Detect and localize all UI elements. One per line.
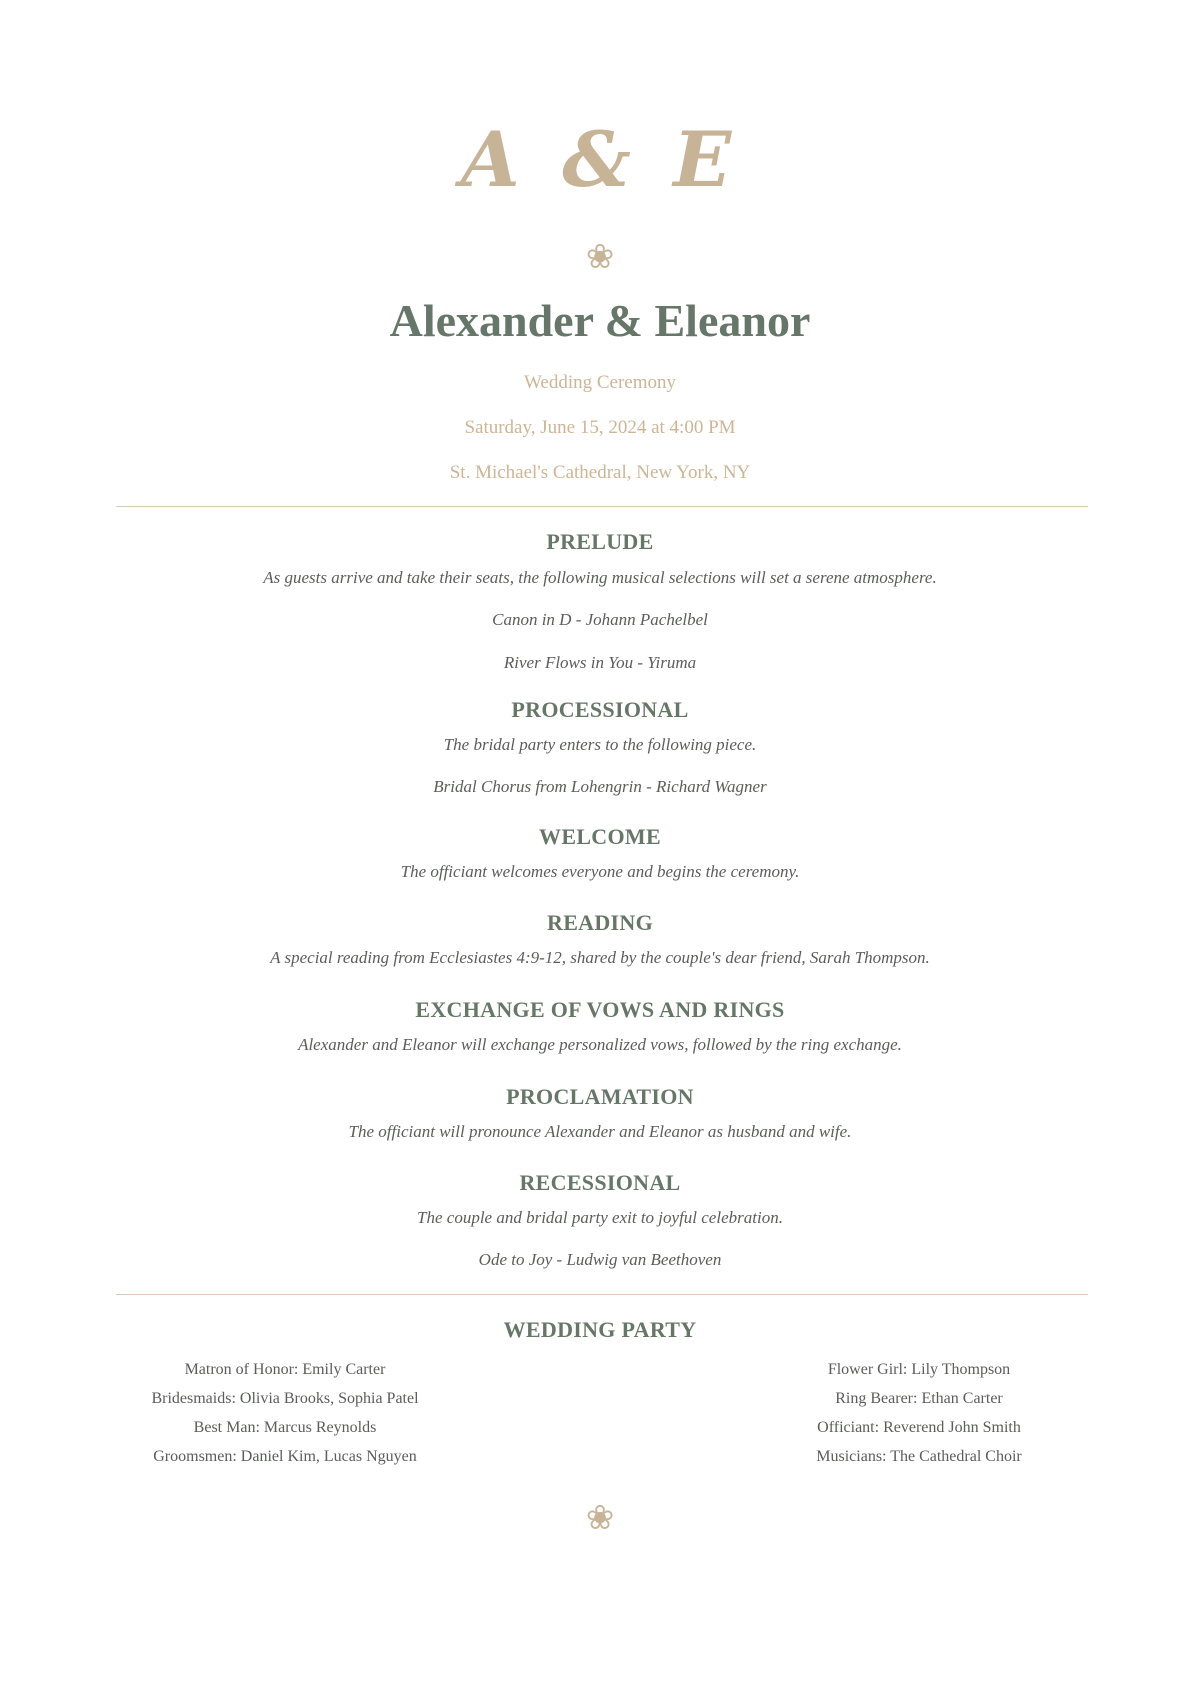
section-title: WEDDING PARTY [503, 1317, 697, 1342]
section-processional [0, 696, 1200, 798]
party-column-right [764, 1360, 1074, 1476]
divider [116, 506, 1088, 507]
flower-ornament-icon: ❀ [585, 237, 615, 277]
section-title: READING [547, 910, 653, 935]
section-welcome [0, 823, 1200, 883]
section-description: A special reading from Ecclesiastes 4:9-12, shared by the couple's dear friend, Sarah Thompson. [270, 948, 930, 967]
party-member: Best Man: Marcus Reynolds [193, 1419, 377, 1436]
section-description: The officiant will pronounce Alexander and Eleanor as husband and wife. [348, 1122, 852, 1141]
section-vows [0, 996, 1200, 1056]
section-proclamation [0, 1083, 1200, 1143]
section-description: The couple and bridal party exit to joyful celebration. [417, 1208, 783, 1227]
party-member: Officiant: Reverend John Smith [817, 1419, 1021, 1436]
party-member: Flower Girl: Lily Thompson [827, 1361, 1011, 1378]
event-date-time: Saturday, June 15, 2024 at 4:00 PM [464, 417, 736, 438]
party-column-left [130, 1360, 440, 1476]
couple-name: Alexander & Eleanor [389, 295, 811, 346]
section-title: WELCOME [539, 824, 661, 849]
music-piece: Canon in D - Johann Pachelbel [492, 610, 708, 629]
section-title: RECESSIONAL [519, 1170, 681, 1195]
section-description: The officiant welcomes everyone and begins the ceremony. [400, 862, 800, 881]
divider [116, 1294, 1088, 1295]
party-member: Matron of Honor: Emily Carter [184, 1361, 386, 1378]
music-piece: Bridal Chorus from Lohengrin - Richard Wagner [433, 777, 767, 796]
party-member: Groomsmen: Daniel Kim, Lucas Nguyen [153, 1448, 417, 1465]
event-venue: St. Michael's Cathedral, New York, NY [449, 462, 751, 483]
section-wedding-party [0, 1316, 1200, 1344]
party-member: Ring Bearer: Ethan Carter [835, 1390, 1003, 1407]
party-member: Musicians: The Cathedral Choir [816, 1448, 1022, 1465]
section-title: PROCLAMATION [506, 1084, 694, 1109]
section-description: As guests arrive and take their seats, the following musical selections will set a serene atmosphere. [263, 568, 937, 587]
event-type: Wedding Ceremony [523, 372, 677, 393]
section-title: PRELUDE [546, 529, 654, 554]
wedding-party-list [130, 1360, 1074, 1476]
section-title: PROCESSIONAL [511, 697, 689, 722]
section-prelude [0, 528, 1200, 674]
monogram: A & E [460, 115, 740, 204]
section-recessional [0, 1169, 1200, 1271]
section-description: Alexander and Eleanor will exchange personalized vows, followed by the ring exchange. [298, 1035, 902, 1054]
music-piece: River Flows in You - Yiruma [503, 653, 697, 672]
music-piece: Ode to Joy - Ludwig van Beethoven [478, 1250, 722, 1269]
flower-ornament-icon: ❀ [585, 1498, 615, 1538]
section-description: The bridal party enters to the following piece. [443, 735, 757, 754]
section-reading [0, 909, 1200, 969]
party-member: Bridesmaids: Olivia Brooks, Sophia Patel [151, 1390, 419, 1407]
section-title: EXCHANGE OF VOWS AND RINGS [415, 997, 785, 1022]
